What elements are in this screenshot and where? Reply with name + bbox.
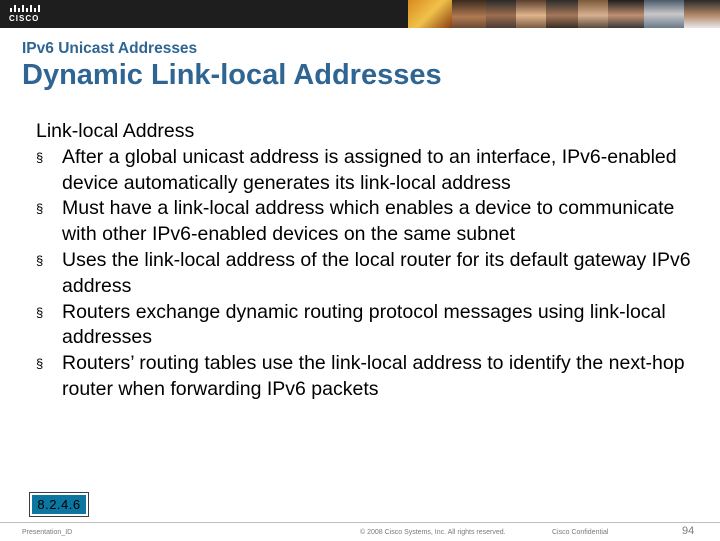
cisco-logo-text: CISCO: [9, 14, 40, 23]
page-number: 94: [682, 525, 695, 537]
footer-confidential: Cisco Confidential: [552, 529, 609, 536]
slide-title: Dynamic Link-local Addresses: [22, 59, 442, 91]
bullet-text: Routers exchange dynamic routing protocol messages using link-local addresses: [62, 300, 666, 349]
header-bar: [0, 0, 720, 28]
header-photo-strip: [408, 0, 720, 28]
bullet-marker-icon: §: [36, 356, 44, 372]
cisco-logo: [9, 4, 43, 24]
bullet-text: Must have a link-local address which enables a device to communicate with other IPv6-enabled devices on the same subnet: [62, 197, 675, 246]
photo-tile: [408, 0, 452, 28]
content-heading: Link-local Address: [36, 120, 195, 142]
slide-content: [36, 119, 702, 403]
bullet-text: After a global unicast address is assigned to an interface, IPv6-enabled device automatically generates its link-local address: [62, 145, 677, 194]
photo-tile: [546, 0, 578, 28]
bullet-marker-icon: §: [36, 252, 44, 268]
section-number: 8.2.4.6: [32, 495, 86, 514]
footer-presentation-id: Presentation_ID: [22, 529, 73, 536]
bullet-item: [36, 351, 702, 403]
bullet-item: [36, 196, 702, 248]
bullet-item: [36, 248, 702, 300]
bullet-list: [36, 145, 702, 403]
slide-subtitle: IPv6 Unicast Addresses: [22, 40, 198, 57]
photo-tile: [644, 0, 684, 28]
photo-tile: [608, 0, 644, 28]
bullet-marker-icon: §: [36, 201, 44, 217]
bullet-item: [36, 145, 702, 197]
footer: [0, 522, 720, 541]
section-badge: [29, 492, 89, 517]
bullet-item: [36, 300, 702, 352]
bullet-text: Routers’ routing tables use the link-local address to identify the next-hop router when forwarding IPv6 packets: [62, 352, 685, 400]
bullet-text: Uses the link-local address of the local router for its default gateway IPv6 address: [62, 248, 691, 297]
photo-tile: [452, 0, 486, 28]
bullet-marker-icon: §: [36, 149, 44, 165]
photo-tile: [578, 0, 608, 28]
bullet-marker-icon: §: [36, 304, 44, 320]
cisco-bars-icon: [9, 4, 43, 14]
footer-copyright: © 2008 Cisco Systems, Inc. All rights reserved.: [360, 529, 506, 536]
photo-tile: [486, 0, 516, 28]
photo-tile: [684, 0, 720, 28]
photo-tile: [516, 0, 546, 28]
